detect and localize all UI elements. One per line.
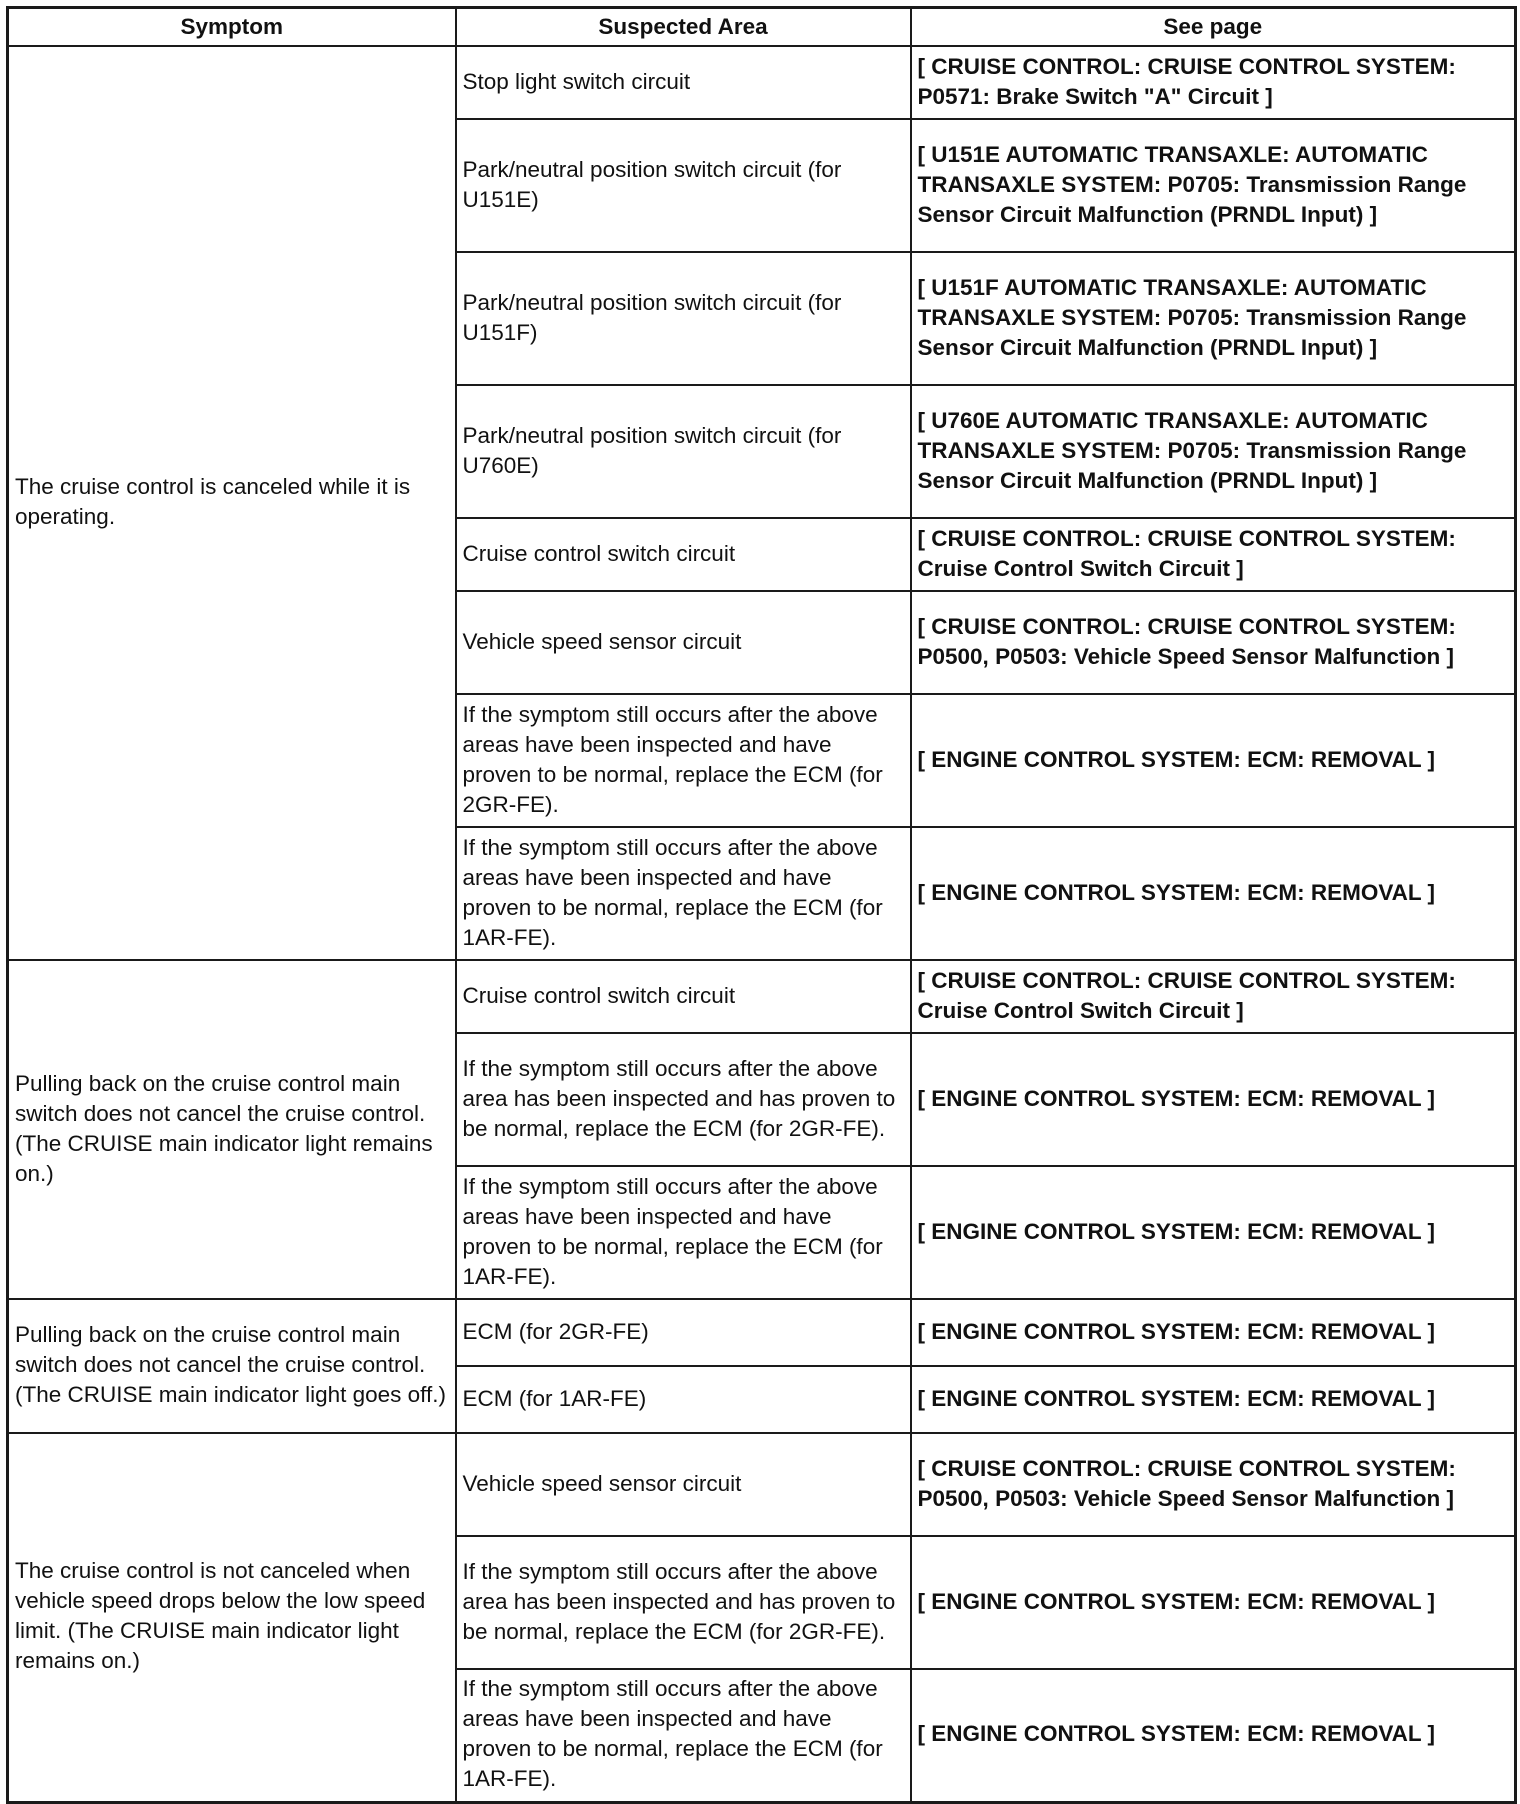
see-page-link[interactable]: [ CRUISE CONTROL: CRUISE CONTROL SYSTEM: P0500, P0503: Vehicle Speed Sensor Malfunction ] bbox=[911, 591, 1516, 694]
symptom-cell: The cruise control is canceled while it is operating. bbox=[8, 46, 456, 960]
suspected-area-cell: If the symptom still occurs after the above area has been inspected and has proven to be normal, replace the ECM (for 2GR-FE). bbox=[456, 1536, 911, 1669]
suspected-area-cell: Vehicle speed sensor circuit bbox=[456, 1433, 911, 1536]
see-page-link[interactable]: [ ENGINE CONTROL SYSTEM: ECM: REMOVAL ] bbox=[911, 1366, 1516, 1433]
see-page-link[interactable]: [ U151E AUTOMATIC TRANSAXLE: AUTOMATIC TRANSAXLE SYSTEM: P0705: Transmission Range Sensor Circuit Malfunction (PRNDL Input) ] bbox=[911, 119, 1516, 252]
suspected-area-cell: If the symptom still occurs after the above areas have been inspected and have proven to be normal, replace the ECM (for 1AR-FE). bbox=[456, 827, 911, 960]
see-page-link[interactable]: [ U760E AUTOMATIC TRANSAXLE: AUTOMATIC TRANSAXLE SYSTEM: P0705: Transmission Range Sensor Circuit Malfunction (PRNDL Input) ] bbox=[911, 385, 1516, 518]
header-see-page: See page bbox=[911, 8, 1516, 47]
see-page-link[interactable]: [ U151F AUTOMATIC TRANSAXLE: AUTOMATIC TRANSAXLE SYSTEM: P0705: Transmission Range Sensor Circuit Malfunction (PRNDL Input) ] bbox=[911, 252, 1516, 385]
table-row bbox=[8, 960, 1516, 1033]
suspected-area-cell: Cruise control switch circuit bbox=[456, 518, 911, 591]
suspected-area-cell: ECM (for 1AR-FE) bbox=[456, 1366, 911, 1433]
suspected-area-cell: Park/neutral position switch circuit (for U151F) bbox=[456, 252, 911, 385]
suspected-area-cell: If the symptom still occurs after the above areas have been inspected and have proven to be normal, replace the ECM (for 1AR-FE). bbox=[456, 1669, 911, 1802]
table-row bbox=[8, 1433, 1516, 1536]
see-page-link[interactable]: [ ENGINE CONTROL SYSTEM: ECM: REMOVAL ] bbox=[911, 827, 1516, 960]
suspected-area-cell: Park/neutral position switch circuit (for U151E) bbox=[456, 119, 911, 252]
symptom-cell: Pulling back on the cruise control main switch does not cancel the cruise control. (The CRUISE main indicator light remains on.) bbox=[8, 960, 456, 1299]
see-page-link[interactable]: [ ENGINE CONTROL SYSTEM: ECM: REMOVAL ] bbox=[911, 694, 1516, 827]
troubleshooting-table bbox=[6, 6, 1517, 1804]
see-page-link[interactable]: [ ENGINE CONTROL SYSTEM: ECM: REMOVAL ] bbox=[911, 1536, 1516, 1669]
suspected-area-cell: If the symptom still occurs after the above area has been inspected and has proven to be normal, replace the ECM (for 2GR-FE). bbox=[456, 1033, 911, 1166]
see-page-link[interactable]: [ CRUISE CONTROL: CRUISE CONTROL SYSTEM: Cruise Control Switch Circuit ] bbox=[911, 518, 1516, 591]
see-page-link[interactable]: [ CRUISE CONTROL: CRUISE CONTROL SYSTEM: P0571: Brake Switch "A" Circuit ] bbox=[911, 46, 1516, 119]
see-page-link[interactable]: [ CRUISE CONTROL: CRUISE CONTROL SYSTEM: P0500, P0503: Vehicle Speed Sensor Malfunction ] bbox=[911, 1433, 1516, 1536]
suspected-area-cell: Park/neutral position switch circuit (for U760E) bbox=[456, 385, 911, 518]
troubleshooting-table-container bbox=[6, 6, 1514, 1804]
suspected-area-cell: Vehicle speed sensor circuit bbox=[456, 591, 911, 694]
see-page-link[interactable]: [ ENGINE CONTROL SYSTEM: ECM: REMOVAL ] bbox=[911, 1669, 1516, 1802]
symptom-cell: Pulling back on the cruise control main switch does not cancel the cruise control. (The CRUISE main indicator light goes off.) bbox=[8, 1299, 456, 1433]
suspected-area-cell: ECM (for 2GR-FE) bbox=[456, 1299, 911, 1366]
see-page-link[interactable]: [ ENGINE CONTROL SYSTEM: ECM: REMOVAL ] bbox=[911, 1033, 1516, 1166]
header-suspected-area: Suspected Area bbox=[456, 8, 911, 47]
header-row bbox=[8, 8, 1516, 47]
suspected-area-cell: If the symptom still occurs after the above areas have been inspected and have proven to be normal, replace the ECM (for 2GR-FE). bbox=[456, 694, 911, 827]
header-symptom: Symptom bbox=[8, 8, 456, 47]
see-page-link[interactable]: [ CRUISE CONTROL: CRUISE CONTROL SYSTEM: Cruise Control Switch Circuit ] bbox=[911, 960, 1516, 1033]
see-page-link[interactable]: [ ENGINE CONTROL SYSTEM: ECM: REMOVAL ] bbox=[911, 1299, 1516, 1366]
table-row bbox=[8, 46, 1516, 119]
see-page-link[interactable]: [ ENGINE CONTROL SYSTEM: ECM: REMOVAL ] bbox=[911, 1166, 1516, 1299]
suspected-area-cell: Cruise control switch circuit bbox=[456, 960, 911, 1033]
suspected-area-cell: Stop light switch circuit bbox=[456, 46, 911, 119]
suspected-area-cell: If the symptom still occurs after the above areas have been inspected and have proven to be normal, replace the ECM (for 1AR-FE). bbox=[456, 1166, 911, 1299]
symptom-cell: The cruise control is not canceled when vehicle speed drops below the low speed limit. (The CRUISE main indicator light remains on.) bbox=[8, 1433, 456, 1802]
table-row bbox=[8, 1299, 1516, 1366]
